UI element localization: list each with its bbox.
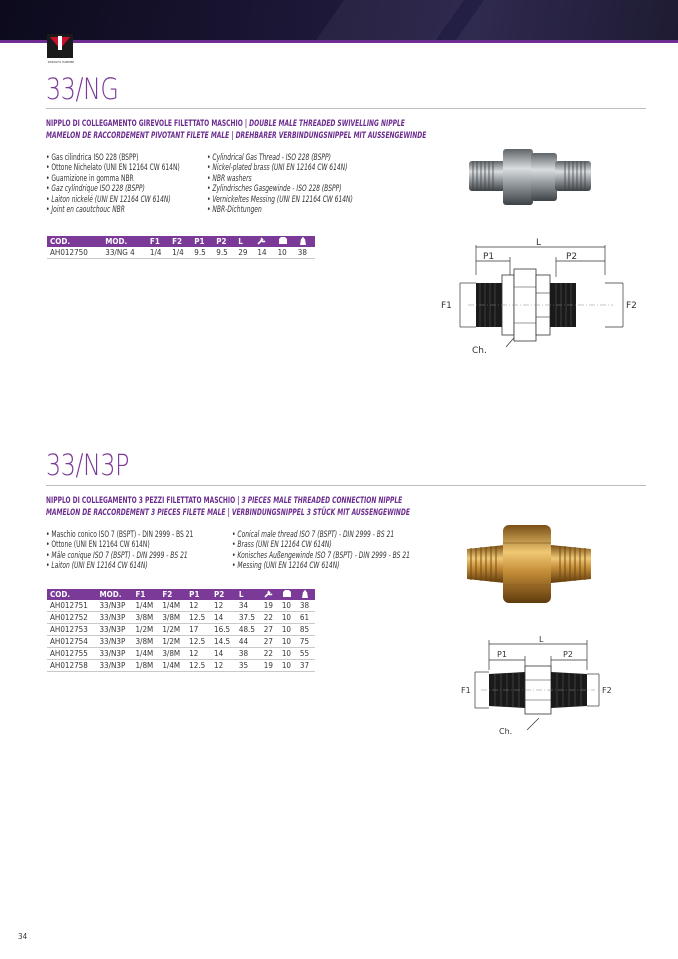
brand-logo-icon [47, 34, 73, 62]
weight-icon [295, 236, 315, 247]
dimension-label-Ch: Ch. [472, 346, 487, 356]
logo-caption: RODOLFO HAMMER [47, 60, 75, 64]
dimension-label-L: L [539, 635, 544, 644]
features-list-left: • Gas cilindrica ISO 228 (BSPP) • Ottone Nichelato (UNI EN 12164 CW 614N) • Guarnizione in gomma NBR • Gaz cylindrique ISO 228 (BSPP) • Laiton nickelé (UNI EN 12164 CW 614N) • Joint en caoutchouc NBR [46, 153, 180, 215]
section-title-33-n3p: 33/N3P [46, 448, 130, 482]
table-row: AH012751 33/N3P 1/4M 1/4M 12 12 34 19 10 38 [47, 600, 315, 612]
dimension-label-P2: P2 [563, 650, 573, 659]
dimension-label-Ch: Ch. [499, 727, 513, 736]
dimension-label-F2: F2 [602, 686, 612, 695]
features-list-right: • Cylindrical Gas Thread - ISO 228 (BSPP) • Nickel-plated brass (UNI EN 12164 CW 614N) • NBR washers • Zylindrisches Gasgewinde - ISO 228 (BSPP) • Vernickeltes Messing (UNI EN 12164 CW 614N) • NBR-Dichtungen [207, 153, 353, 215]
box-quantity-icon [275, 236, 295, 247]
dimension-label-P1: P1 [483, 252, 495, 262]
table-row: AH012755 33/N3P 1/4M 3/8M 12 14 38 22 10 55 [47, 648, 315, 660]
wrench-icon [261, 589, 279, 600]
dimension-label-L: L [536, 238, 542, 248]
section-divider [46, 108, 646, 109]
table-row: AH012752 33/N3P 3/8M 3/8M 12.5 14 37.5 22 10 61 [47, 612, 315, 624]
product-photo-33-ng [465, 143, 595, 211]
section-title-33-ng: 33/NG [46, 72, 119, 106]
section-divider [46, 485, 646, 486]
product-photo-33-n3p [465, 523, 593, 605]
dimension-label-F2: F2 [626, 301, 637, 311]
features-list-left: • Maschio conico ISO 7 (BSPT) - DIN 2999 - BS 21 • Ottone (UNI EN 12164 CW 614N) • Mâle conique ISO 7 (BSPT) - DIN 2999 - BS 21 • Laiton (UNI EN 12164 CW 614N) [46, 530, 193, 572]
table-row: AH012754 33/N3P 3/8M 1/2M 12.5 14.5 44 27 10 75 [47, 636, 315, 648]
header-accent-line [0, 40, 678, 43]
table-row: AH012758 33/N3P 1/8M 1/4M 12.5 12 35 19 10 37 [47, 660, 315, 672]
header-banner [0, 0, 678, 40]
dimension-label-F1: F1 [441, 301, 452, 311]
page-number: 34 [18, 932, 28, 941]
wrench-icon [254, 236, 274, 247]
section-subtitle: NIPPLO DI COLLEGAMENTO GIREVOLE FILETTATO MASCHIO | DOUBLE MALE THREADED SWIVELLING NIPPLE MAMELON DE RACCORDEMENT PIVOTANT FILETE MALE | DREHBARER VERBINDUNGSNIPPEL MIT AUSSENGEWINDE [46, 119, 427, 141]
spec-table-33-ng: COD. MOD. F1 F2 P1 P2 L AH012750 33/NG 4 1/4 1/4 9.5 9.5 29 14 10 38 [47, 236, 315, 259]
table-row: AH012753 33/N3P 1/2M 1/2M 17 16.5 48.5 27 10 85 [47, 624, 315, 636]
dimension-label-P1: P1 [497, 650, 507, 659]
weight-icon [297, 589, 315, 600]
spec-table-33-n3p: COD. MOD. F1 F2 P1 P2 L AH012751 33/N3P 1/4M 1/4M 12 12 34 19 10 38 AH012752 33/N3P 3/8M 3/8M 12.5 14 37.5 22 10 61 AH012753 33/N3P 1/2M 1/2M 17 16.5 48.5 27 10 85 AH012754 33/N3P 3/8M 1/2M 12.5 14.5 44 27 10 75 AH012755 33/N3P 1/4M 3/8M 12 14 38 22 10 55 AH012758 33/N3P 1/8M 1/4M 12.5 12 35 19 10 37 [47, 589, 315, 672]
features-list-right: • Conical male thread ISO 7 (BSPT) - DIN 2999 - BS 21 • Brass (UNI EN 12164 CW 614N) • Konisches Außengewinde ISO 7 (BSPT) - DIN 2999 - BS 21 • Messing (UNI EN 12164 CW 614N) [232, 530, 410, 572]
section-subtitle: NIPPLO DI COLLEGAMENTO 3 PEZZI FILETTATO MASCHIO | 3 PIECES MALE THREADED CONNECTION NIPPLE MAMELON DE RACCORDEMENT 3 PIECES FILETE MALE | VERBINDUNGSNIPPEL 3 STÜCK MIT AUSSENGEWINDE [46, 496, 410, 518]
table-row: AH012750 33/NG 4 1/4 1/4 9.5 9.5 29 14 10 38 [47, 247, 315, 259]
dimension-label-F1: F1 [461, 686, 471, 695]
dimension-label-P2: P2 [566, 252, 578, 262]
technical-drawing-33-n3p [459, 634, 619, 740]
box-quantity-icon [279, 589, 297, 600]
technical-drawing-33-ng [438, 235, 643, 355]
